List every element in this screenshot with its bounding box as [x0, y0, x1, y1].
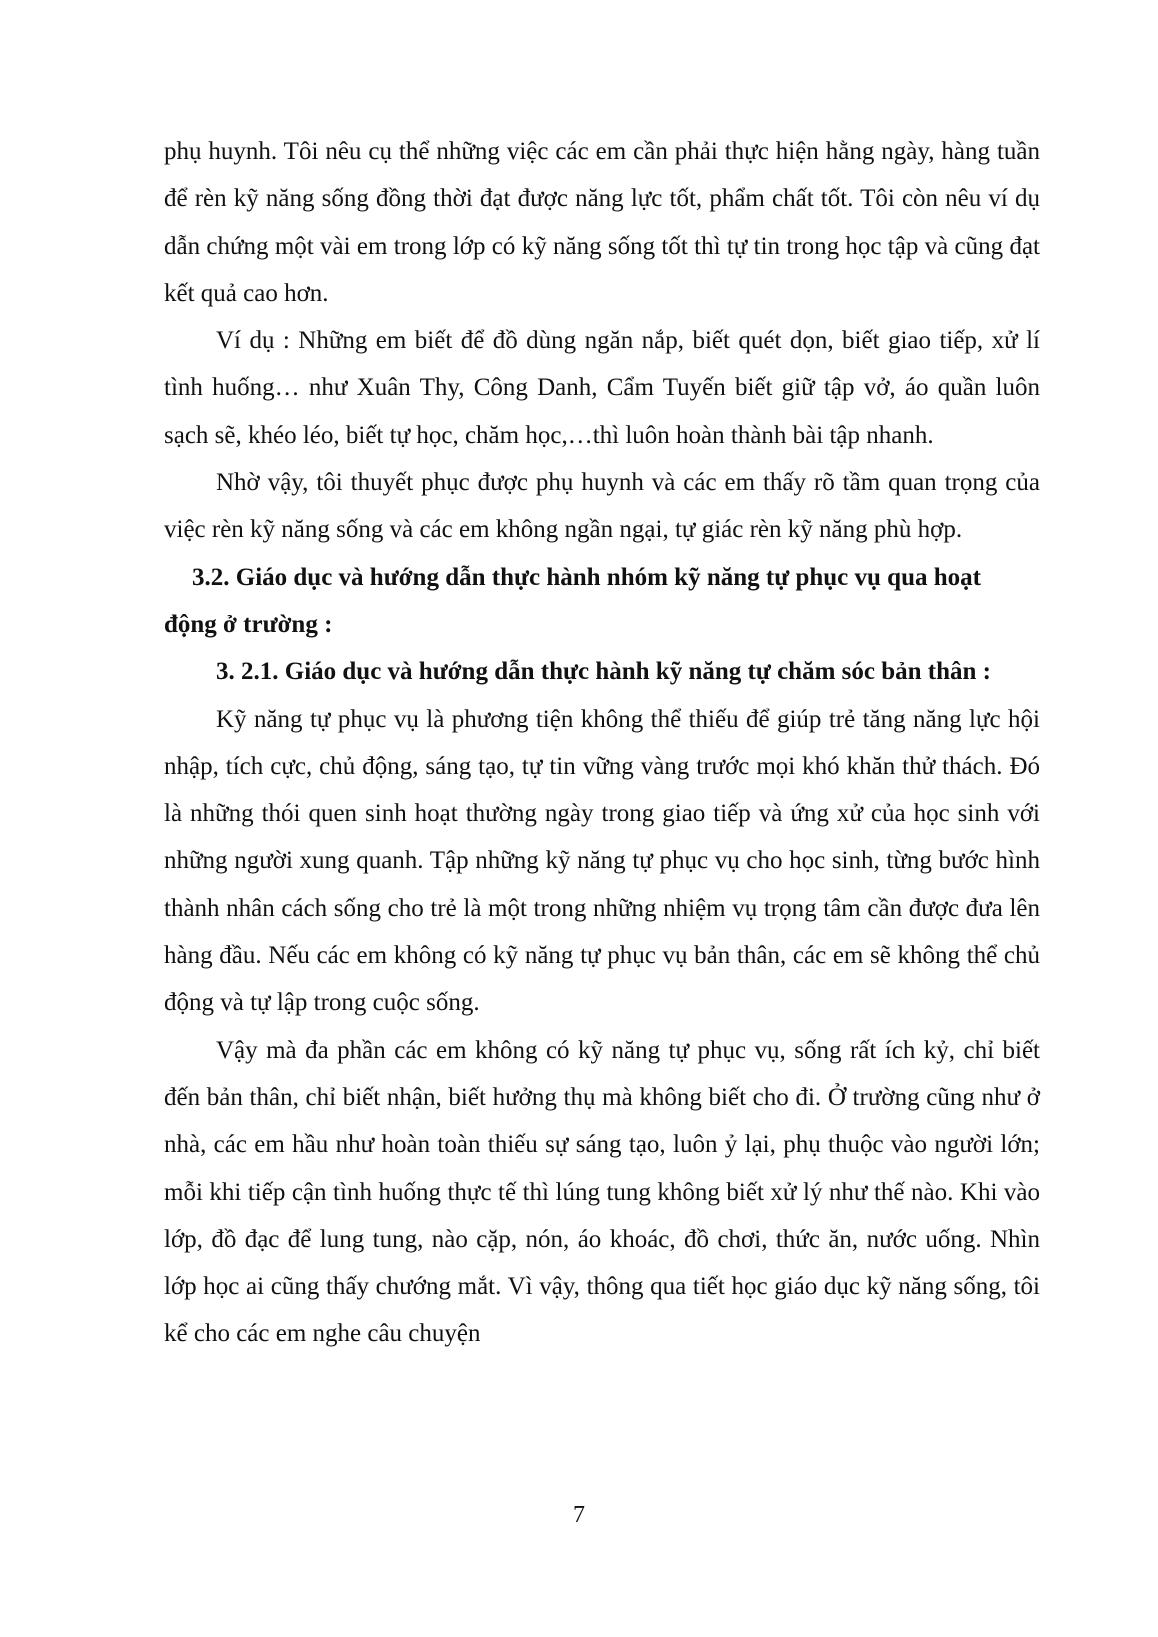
paragraph-observation: Vậy mà đa phần các em không có kỹ năng tự phục vụ, sống rất ích kỷ, chỉ biết đến bản thân, chỉ biết nhận, biết hưởng thụ mà không biết cho đi. Ở trường cũng như ở nhà, các em hầu như hoàn toàn thiếu sự sáng tạo, luôn ỷ lại, phụ thuộc vào người lớn; mỗi khi tiếp cận tình huống thực tế thì lúng tung không biết xử lý như thế nào. Khi vào lớp, đồ đạc để lung tung, nào cặp, nón, áo khoác, đồ chơi, thức ăn, nước uống. Nhìn lớp học ai cũng thấy chướng mắt. Vì vậy, thông qua tiết học giáo dục kỹ năng sống, tôi kể cho các em nghe câu chuyện	[164, 1036, 1040, 1348]
section-heading-3-2: 3.2. Giáo dục và hướng dẫn thực hành nhóm kỹ năng tự phục vụ qua hoạt động ở trường :	[164, 563, 981, 638]
page-body	[164, 128, 1040, 1358]
paragraph-example: Ví dụ : Những em biết để đồ dùng ngăn nắp, biết quét dọn, biết giao tiếp, xử lí tình huống… như Xuân Thy, Công Danh, Cẩm Tuyến biết giữ tập vở, áo quần luôn sạch sẽ, khéo léo, biết tự học, chăm học,…thì luôn hoàn thành bài tập nhanh.	[164, 327, 1040, 449]
subsection-heading-3-2-1: 3. 2.1. Giáo dục và hướng dẫn thực hành kỹ năng tự chăm sóc bản thân :	[216, 658, 991, 686]
page-number: 7	[573, 1502, 585, 1528]
paragraph-intro: phụ huynh. Tôi nêu cụ thể những việc các em cần phải thực hiện hằng ngày, hàng tuần để rèn kỹ năng sống đồng thời đạt được năng lực tốt, phẩm chất tốt. Tôi còn nêu ví dụ dẫn chứng một vài em trong lớp có kỹ năng sống tốt thì tự tin trong học tập và cũng đạt kết quả cao hơn.	[164, 138, 1040, 307]
paragraph-self-service: Kỹ năng tự phục vụ là phương tiện không thể thiếu để giúp trẻ tăng năng lực hội nhập, tích cực, chủ động, sáng tạo, tự tin vững vàng trước mọi khó khăn thử thách. Đó là những thói quen sinh hoạt thường ngày trong giao tiếp và ứng xử của học sinh với những người xung quanh. Tập những kỹ năng tự phục vụ cho học sinh, từng bước hình thành nhân cách sống cho trẻ là một trong những nhiệm vụ trọng tâm cần được đưa lên hàng đầu. Nếu các em không có kỹ năng tự phục vụ bản thân, các em sẽ không thể chủ động và tự lập trong cuộc sống.	[164, 705, 1040, 1017]
paragraph-conclusion: Nhờ vậy, tôi thuyết phục được phụ huynh và các em thấy rõ tầm quan trọng của việc rèn kỹ năng sống và các em không ngần ngại, tự giác rèn kỹ năng phù hợp.	[164, 469, 1040, 544]
